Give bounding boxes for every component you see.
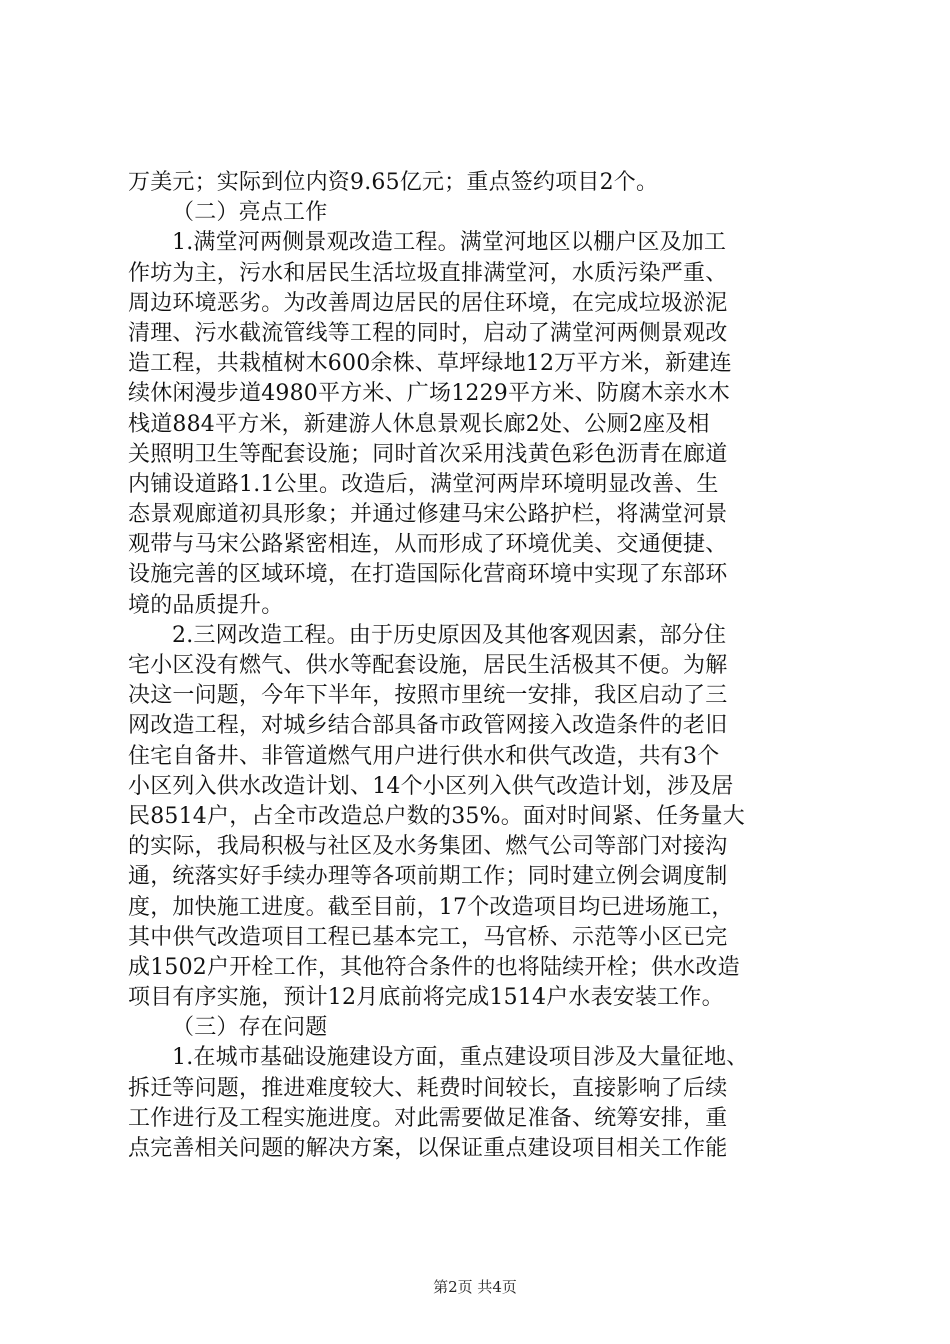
- text-line: 民8514户，占全市改造总户数的35%。面对时间紧、任务量大: [128, 803, 745, 829]
- text-line: 万美元；实际到位内资9.65亿元；重点签约项目2个。: [128, 170, 659, 195]
- text-line: 的实际，我局积极与社区及水务集团、燃气公司等部门对接沟: [128, 834, 728, 860]
- text-line: 周边环境恶劣。为改善周边居民的居住环境，在完成垃圾淤泥: [128, 290, 728, 316]
- text-line: 观带与马宋公路紧密相连，从而形成了环境优美、交通便捷、: [128, 532, 728, 558]
- text-line: 2.三网改造工程。由于历史原因及其他客观因素，部分住: [172, 622, 727, 648]
- text-line: 成1502户开栓工作，其他符合条件的也将陆续开栓；供水改造: [128, 954, 740, 980]
- text-line: 清理、污水截流管线等工程的同时，启动了满堂河两侧景观改: [128, 320, 728, 346]
- text-line: 境的品质提升。: [128, 592, 284, 618]
- text-line: 造工程，共栽植树木600余株、草坪绿地12万平方米，新建连: [128, 351, 732, 377]
- text-line: 拆迁等问题，推进难度较大、耗费时间较长，直接影响了后续: [128, 1075, 728, 1101]
- text-line: 作坊为主，污水和居民生活垃圾直排满堂河，水质污染严重、: [128, 260, 728, 286]
- text-line: 工作进行及工程实施进度。对此需要做足准备、统筹安排，重: [128, 1105, 728, 1131]
- text-line: 内铺设道路1.1公里。改造后，满堂河两岸环境明显改善、生: [128, 471, 719, 497]
- text-line: 通，统落实好手续办理等各项前期工作；同时建立例会调度制: [128, 864, 728, 890]
- text-line: 1.满堂河两侧景观改造工程。满堂河地区以棚户区及加工: [172, 230, 727, 256]
- page-footer: 第2页 共4页: [433, 1278, 517, 1296]
- text-line: 项目有序实施，预计12月底前将完成1514户水表安装工作。: [128, 985, 724, 1011]
- text-line: 其中供气改造项目工程已基本完工，马官桥、示范等小区已完: [128, 924, 728, 950]
- text-line: 度，加快施工进度。截至目前，17个改造项目均已进场施工，: [128, 894, 734, 920]
- text-line: 设施完善的区域环境，在打造国际化营商环境中实现了东部环: [128, 562, 728, 588]
- text-line: 宅小区没有燃气、供水等配套设施，居民生活极其不便。为解: [128, 653, 728, 678]
- text-line: 决这一问题，今年下半年，按照市里统一安排，我区启动了三: [128, 683, 728, 709]
- text-line: 1.在城市基础设施建设方面，重点建设项目涉及大量征地、: [172, 1045, 749, 1071]
- text-line: 关照明卫生等配套设施；同时首次采用浅黄色彩色沥青在廊道: [128, 441, 728, 467]
- text-line: 栈道884平方米，新建游人休息景观长廊2处、公厕2座及相: [128, 411, 710, 437]
- text-line: （三）存在问题: [172, 1015, 328, 1041]
- text-line: 网改造工程，对城乡结合部具备市政管网接入改造条件的老旧: [128, 713, 728, 739]
- text-line: 态景观廊道初具形象；并通过修建马宋公路护栏，将满堂河景: [128, 502, 728, 528]
- text-line: 小区列入供水改造计划、14个小区列入供气改造计划，涉及居: [128, 773, 734, 799]
- body-text: [128, 168, 828, 1164]
- text-line: （二）亮点工作: [172, 200, 328, 226]
- text-line: 点完善相关问题的解决方案，以保证重点建设项目相关工作能: [128, 1136, 728, 1161]
- text-line: 续休闲漫步道4980平方米、广场1229平方米、防腐木亲水木: [128, 381, 730, 407]
- text-line: 住宅自备井、非管道燃气用户进行供水和供气改造，共有3个: [128, 743, 720, 769]
